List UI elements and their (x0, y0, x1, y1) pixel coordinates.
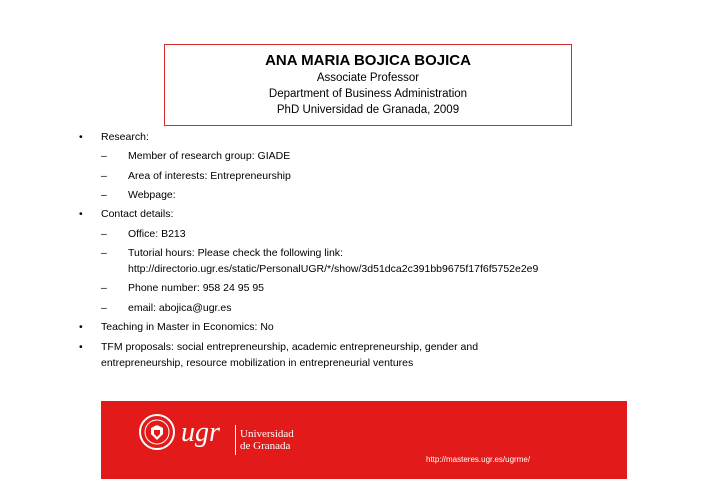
position-title: Associate Professor (316, 72, 420, 84)
dash-icon: – (101, 302, 107, 314)
university-name-line1: Universidad (240, 428, 294, 440)
list-item (79, 207, 174, 222)
email: email: abojica@ugr.es (128, 302, 232, 314)
university-name (240, 428, 294, 452)
dash-icon: – (101, 247, 107, 259)
logo-divider (235, 425, 236, 455)
list-item (101, 227, 186, 242)
list-item (79, 320, 274, 335)
bullet-icon: • (79, 131, 83, 143)
list-item (101, 301, 232, 316)
list-item (79, 130, 149, 145)
dash-icon: – (101, 150, 107, 162)
list-item (101, 281, 265, 296)
tutorial-hours: Tutorial hours: Please check the following link: (128, 247, 343, 259)
footer-banner (101, 401, 627, 479)
teaching-info: Teaching in Master in Economics: No (101, 321, 274, 333)
bullet-icon: • (79, 208, 83, 220)
bullet-icon: • (79, 321, 83, 333)
footer-url-link[interactable]: http://masteres.ugr.es/ugrme/ (426, 455, 531, 464)
list-item (101, 149, 291, 164)
department: Department of Business Administration (268, 88, 468, 100)
list-item (101, 169, 291, 184)
list-item (101, 246, 343, 261)
list-item (101, 188, 176, 203)
research-label: Research: (101, 131, 149, 143)
dash-icon: – (101, 189, 107, 201)
research-group: Member of research group: GIADE (128, 150, 291, 162)
bullet-icon: • (79, 341, 83, 353)
phone-number: Phone number: 958 24 95 95 (128, 282, 265, 294)
tutorial-link[interactable]: http://directorio.ugr.es/static/PersonalUGR/*/show/3d51dca2c391bb9675f17f6f5752e2e9 (128, 263, 539, 275)
professor-name: ANA MARIA BOJICA BOJICA (265, 52, 471, 69)
dash-icon: – (101, 228, 107, 240)
office: Office: B213 (128, 228, 186, 240)
dash-icon: – (101, 282, 107, 294)
phd-info: PhD Universidad de Granada, 2009 (276, 104, 460, 116)
university-name-line2: de Granada (240, 440, 291, 452)
dash-icon: – (101, 170, 107, 182)
header-box (164, 44, 572, 126)
university-seal-icon (139, 414, 175, 450)
contact-label: Contact details: (101, 208, 174, 220)
ugr-logo: ugr (181, 417, 220, 448)
list-item (79, 340, 479, 355)
tfm-proposals: TFM proposals: social entrepreneurship, academic entrepreneurship, gender and (101, 341, 479, 353)
tfm-proposals-continued: entrepreneurship, resource mobilization in entrepreneurial ventures (101, 357, 414, 369)
webpage: Webpage: (128, 189, 176, 201)
research-interests: Area of interests: Entrepreneurship (128, 170, 291, 182)
